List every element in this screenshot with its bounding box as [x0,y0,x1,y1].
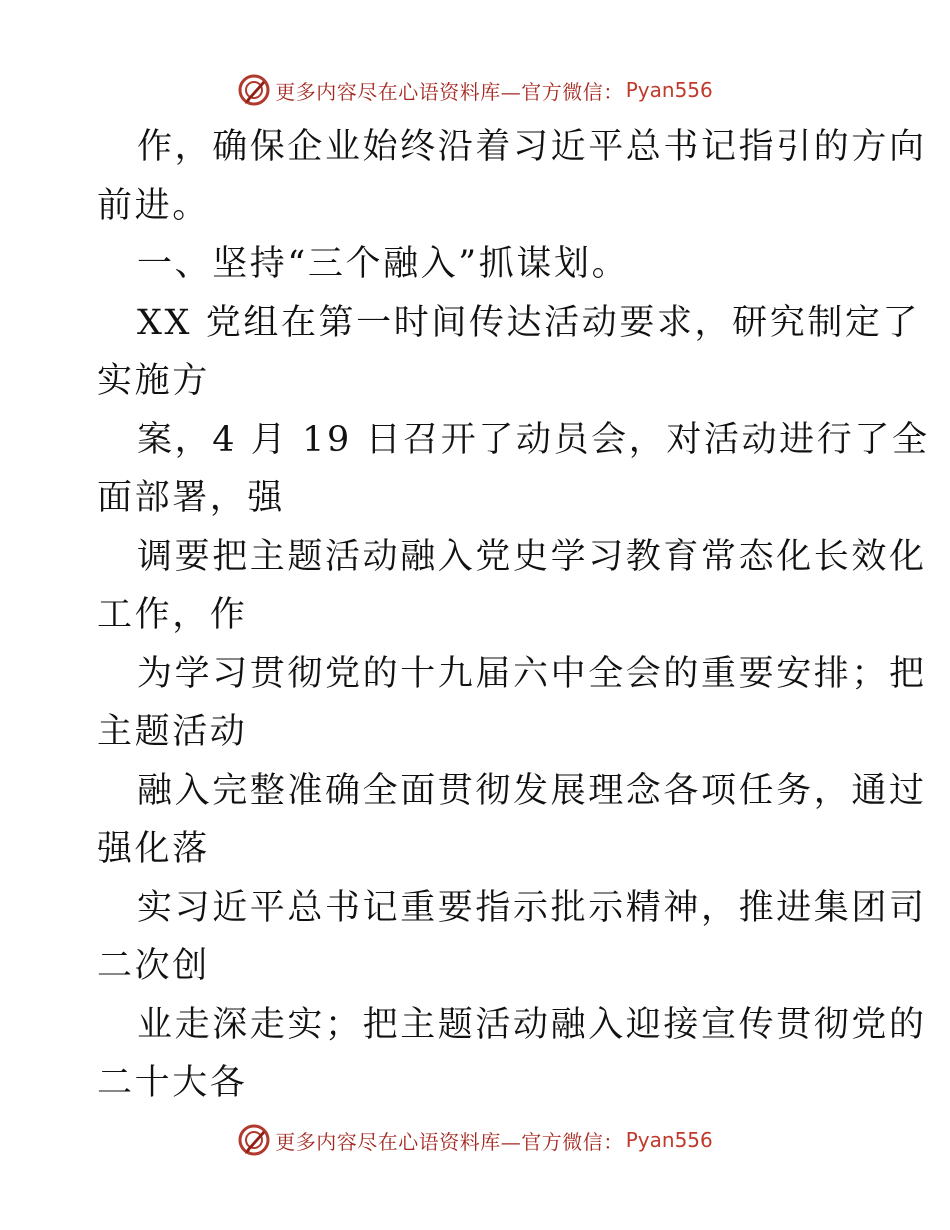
text-line: 强化落 [97,829,210,869]
text-line: 二十大各 [97,1063,248,1103]
watermark-account: Pyan556 [625,1128,713,1152]
text-line: 作，确保企业始终沿着习近平总书记指引的方向 [137,127,927,167]
text-line: 融入完整准确全面贯彻发展理念各项任务，通过 [137,770,927,811]
section-heading: 一、坚持“三个融入”抓谋划。 [137,244,630,284]
text-line: 二次创 [97,946,210,986]
pen-logo-icon [237,1123,271,1157]
text-line: 调要把主题活动融入党史学习教育常态化长效化 [137,536,927,577]
text-line: XX 党组在第一时间传达活动要求，研究制定了 [137,302,921,343]
text-line: 前进。 [97,185,210,226]
watermark-text: 更多内容尽在心语资料库—官方微信： [275,1129,624,1154]
text-line: 案，4 月 19 日召开了动员会，对活动进行了全 [137,419,930,460]
text-line: 面部署，强 [97,478,286,518]
pen-logo-icon [237,73,271,107]
watermark-text: 更多内容尽在心语资料库—官方微信： [275,79,624,104]
text-line: 业走深走实；把主题活动融入迎接宣传贯彻党的 [137,1004,927,1045]
watermark-banner-bottom [0,1120,950,1160]
document-body [97,118,930,1113]
watermark-banner-top [0,70,950,110]
text-line: 主题活动 [97,712,248,752]
text-line: 为学习贯彻党的十九届六中全会的重要安排；把 [137,653,927,694]
watermark-account: Pyan556 [625,78,713,102]
text-line: 实习近平总书记重要指示批示精神，推进集团司 [137,887,927,928]
text-line: 实施方 [97,361,210,401]
text-line: 工作，作 [97,595,248,635]
